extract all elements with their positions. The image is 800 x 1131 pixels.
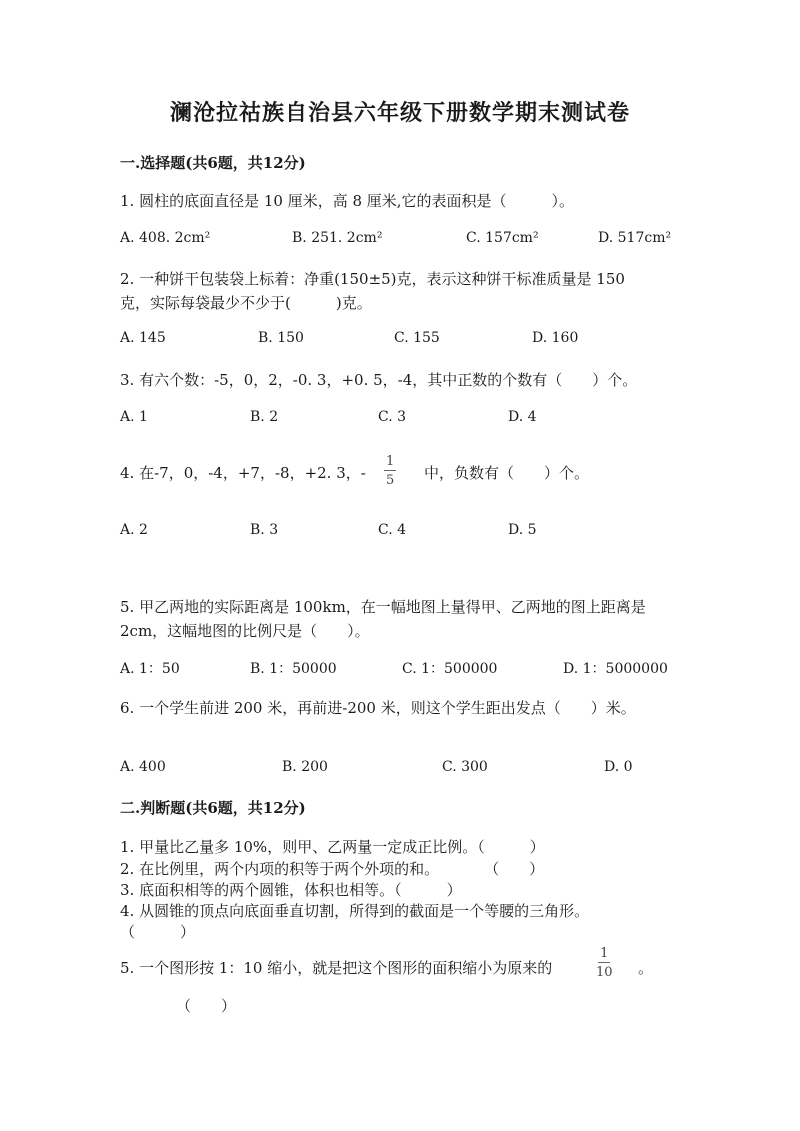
q4-option-b: B. 3 [250,522,279,538]
judgement-1: 1. 甲量比乙量多 10%，则甲、乙两量一定成正比例。（ ） [120,838,545,856]
q3-option-d: D. 4 [508,409,537,425]
question-4-text: 4. 在-7，0，-4，+7，-8，+2. 3，- [120,464,366,482]
judgement-2: 2. 在比例里，两个内项的积等于两个外项的和。 （ ） [120,860,545,878]
q3-option-a: A. 1 [120,409,148,425]
j5-fraction [596,947,613,979]
q2-option-d: D. 160 [532,330,579,346]
q1-option-c: C. 157cm² [466,230,539,246]
q2-option-a: A. 145 [120,330,166,346]
q6-option-b: B. 200 [282,759,328,775]
section-heading-choice: 一.选择题(共6题，共12分) [120,154,306,172]
question-2-line1: 2. 一种饼干包装袋上标着：净重(150±5)克，表示这种饼干标准质量是 150 [120,270,625,288]
q4-option-d: D. 5 [508,522,537,538]
q6-option-a: A. 400 [120,759,166,775]
q5-option-d: D. 1：5000000 [563,661,668,677]
q2-option-c: C. 155 [394,330,440,346]
q4-fraction [384,455,396,487]
q1-option-d: D. 517cm² [598,230,672,246]
question-6: 6. 一个学生前进 200 米，再前进-200 米，则这个学生距出发点（ ）米。 [120,699,636,717]
q4-fraction-numerator: 1 [386,454,395,469]
q2-option-b: B. 150 [258,330,304,346]
q5-option-a: A. 1：50 [120,661,180,677]
judgement-5-text: 5. 一个图形按 1：10 缩小，就是把这个图形的面积缩小为原来的 [120,959,553,977]
j5-fraction-numerator: 1 [600,946,609,961]
q5-option-c: C. 1：500000 [402,661,498,677]
section-heading-judgement: 二.判断题(共6题，共12分) [120,799,306,817]
judgement-4-line1: 4. 从圆锥的顶点向底面垂直切割，所得到的截面是一个等腰的三角形。 [120,902,590,920]
q3-option-b: B. 2 [250,409,279,425]
q1-option-a: A. 408. 2cm² [120,230,211,246]
question-4-text-after: 中，负数有（ ）个。 [424,464,590,482]
q5-option-b: B. 1：50000 [250,661,337,677]
question-2-line2: 克，实际每袋最少不少于( )克。 [120,294,372,312]
question-3: 3. 有六个数：-5，0，2，-0. 3，+0. 5，-4，其中正数的个数有（ ）个。 [120,371,638,389]
q4-option-c: C. 4 [378,522,407,538]
page-title: 澜沧拉祜族自治县六年级下册数学期末测试卷 [169,100,630,126]
q3-option-c: C. 3 [378,409,407,425]
question-5-line2: 2cm，这幅地图的比例尺是（ ）。 [120,622,370,640]
judgement-4-line2: （ ） [120,923,196,941]
q1-option-b: B. 251. 2cm² [292,230,383,246]
judgement-5-text-after: 。 [638,959,654,977]
q4-fraction-denominator: 5 [386,473,395,488]
j5-fraction-denominator: 10 [596,965,613,980]
judgement-3: 3. 底面积相等的两个圆锥，体积也相等。（ ） [120,881,462,899]
judgement-5-blank: （ ） [176,997,237,1015]
question-5-line1: 5. 甲乙两地的实际距离是 100km，在一幅地图上量得甲、乙两地的图上距离是 [120,598,646,616]
q6-option-c: C. 300 [442,759,488,775]
question-1: 1. 圆柱的底面直径是 10 厘米，高 8 厘米,它的表面积是（ ）。 [120,192,575,210]
q6-option-d: D. 0 [604,759,633,775]
q4-option-a: A. 2 [120,522,148,538]
